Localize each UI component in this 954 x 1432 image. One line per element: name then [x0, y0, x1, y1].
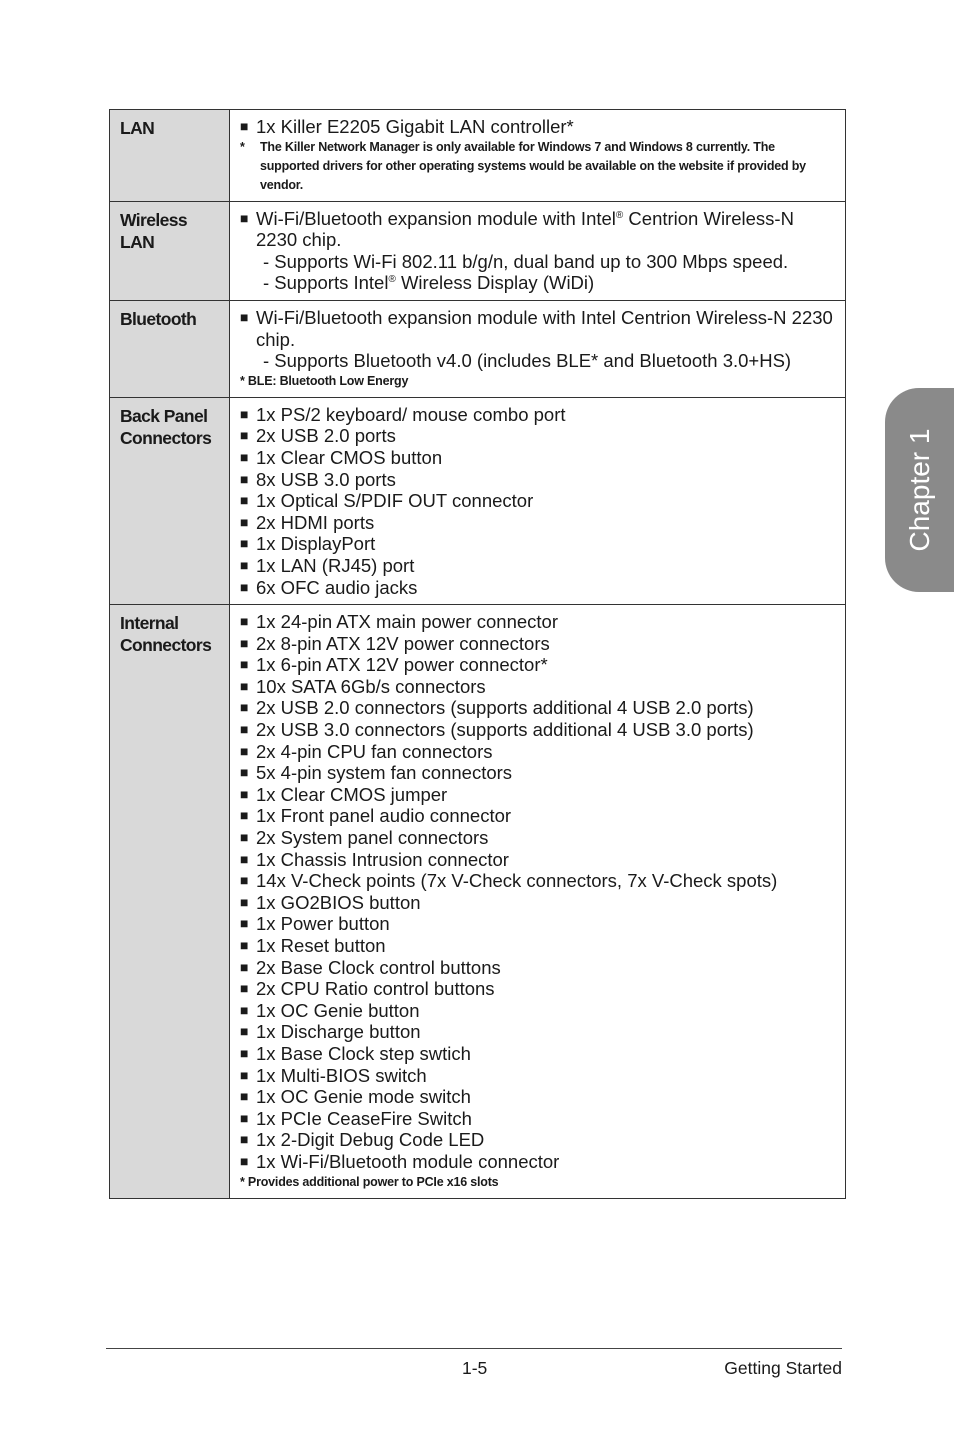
table-row: [110, 201, 846, 300]
bullet-icon: ■: [240, 578, 249, 595]
bullet-icon: ■: [240, 1066, 249, 1083]
chapter-tab: Chapter 1: [885, 388, 954, 592]
list-item: ■ 1x 6-pin ATX 12V power connector*: [240, 654, 548, 676]
list-item: ■ 2x USB 3.0 connectors (supports additional 4 USB 3.0 ports): [240, 719, 754, 741]
row-label: LAN: [110, 110, 230, 202]
table-row: [110, 605, 846, 1198]
bullet-icon: ■: [240, 699, 249, 716]
list-item: ■ 1x PS/2 keyboard/ mouse combo port: [240, 403, 566, 425]
bullet-icon: ■: [240, 308, 249, 325]
bullet-icon: ■: [240, 1109, 249, 1126]
bullet-icon: ■: [240, 677, 249, 694]
list-item: ■ 1x Killer E2205 Gigabit LAN controller*: [240, 116, 574, 137]
sub-item: - Supports Wi-Fi 802.11 b/g/n, dual band up to 300 Mbps speed.: [263, 250, 789, 272]
table-row: [110, 110, 846, 202]
row-content: [230, 110, 846, 202]
list-item: ■ Wi-Fi/Bluetooth expansion module with Intel® Centrion Wireless-N 2230 chip.: [240, 207, 794, 251]
list-item: ■ 1x Wi-Fi/Bluetooth module connector: [240, 1150, 560, 1172]
list-item: ■ 1x Optical S/PDIF OUT connector: [240, 490, 534, 512]
list-item: ■ 1x Reset button: [240, 935, 386, 956]
bullet-icon: ■: [240, 764, 249, 781]
bullet-icon: ■: [240, 850, 249, 867]
bullet-icon: ■: [240, 405, 249, 422]
row-label: Wireless LAN: [110, 201, 230, 300]
table-row: [110, 397, 846, 604]
bullet-icon: ■: [240, 1088, 249, 1105]
row-content: [230, 300, 846, 397]
bullet-icon: ■: [240, 1001, 249, 1018]
list-item: ■ 2x 8-pin ATX 12V power connectors: [240, 632, 550, 654]
footnote: * The Killer Network Manager is only available for Windows 7 and Windows 8 currently. The supported drivers for other operating systems would be available on the website if provided by vendor.: [240, 139, 806, 192]
list-item: ■ 1x Multi-BIOS switch: [240, 1064, 427, 1086]
list-item: ■ 2x CPU Ratio control buttons: [240, 978, 495, 1000]
list-item: ■ 1x PCIe CeaseFire Switch: [240, 1107, 472, 1129]
list-item: ■ 1x DisplayPort: [240, 533, 376, 555]
list-item: ■ 1x LAN (RJ45) port: [240, 554, 415, 576]
list-item: ■ Wi-Fi/Bluetooth expansion module with Intel Centrion Wireless-N 2230 chip.: [240, 306, 833, 350]
footnote: * BLE: Bluetooth Low Energy: [240, 373, 409, 388]
bullet-icon: ■: [240, 556, 249, 573]
list-item: ■ 1x Chassis Intrusion connector: [240, 848, 509, 870]
bullet-icon: ■: [240, 209, 249, 226]
bullet-icon: ■: [240, 470, 249, 487]
row-content: [230, 201, 846, 300]
bullet-icon: ■: [240, 893, 249, 910]
list-item: ■ 6x OFC audio jacks: [240, 576, 418, 598]
bullet-icon: ■: [240, 785, 249, 802]
footer-title: Getting Started: [724, 1358, 842, 1378]
bullet-icon: ■: [240, 958, 249, 975]
row-label: Back Panel Connectors: [110, 397, 230, 604]
bullet-icon: ■: [240, 1044, 249, 1061]
bullet-icon: ■: [240, 937, 249, 953]
list-item: ■ 14x V-Check points (7x V-Check connectors, 7x V-Check spots): [240, 870, 778, 892]
bullet-icon: ■: [240, 118, 249, 134]
bullet-icon: ■: [240, 448, 249, 465]
list-item: ■ 1x Clear CMOS jumper: [240, 783, 448, 805]
row-content: [230, 605, 846, 1198]
bullet-icon: ■: [240, 1152, 249, 1169]
list-item: ■ 10x SATA 6Gb/s connectors: [240, 675, 486, 697]
list-item: ■ 2x USB 2.0 ports: [240, 425, 396, 447]
row-label: Internal Connectors: [110, 605, 230, 1198]
bullet-icon: ■: [240, 807, 249, 824]
list-item: ■ 1x Discharge button: [240, 1021, 421, 1043]
bullet-icon: ■: [240, 980, 249, 997]
bullet-icon: ■: [240, 613, 249, 630]
list-item: ■ 2x USB 2.0 connectors (supports additional 4 USB 2.0 ports): [240, 697, 754, 719]
list-item: ■ 2x System panel connectors: [240, 827, 489, 849]
bullet-icon: ■: [240, 656, 249, 673]
list-item: ■ 2x HDMI ports: [240, 511, 375, 533]
list-item: ■ 1x Clear CMOS button: [240, 446, 443, 468]
bullet-icon: ■: [240, 1023, 249, 1040]
sub-item: - Supports Bluetooth v4.0 (includes BLE* and Bluetooth 3.0+HS): [263, 350, 792, 372]
list-item: ■ 1x OC Genie button: [240, 999, 420, 1021]
list-item: ■ 1x 24-pin ATX main power connector: [240, 611, 558, 633]
bullet-icon: ■: [240, 427, 249, 444]
sub-item: - Supports Intel® Wireless Display (WiDi): [263, 272, 595, 294]
bullet-icon: ■: [240, 535, 249, 552]
specifications-table: [109, 109, 846, 1199]
list-item: ■ 1x Base Clock step swtich: [240, 1042, 471, 1064]
bullet-icon: ■: [240, 829, 249, 846]
bullet-icon: ■: [240, 721, 249, 738]
table-row: [110, 300, 846, 397]
footnote: * Provides additional power to PCIe x16 slots: [240, 1174, 499, 1189]
bullet-icon: ■: [240, 634, 249, 651]
footer-divider: [106, 1348, 842, 1349]
row-content: [230, 397, 846, 604]
list-item: ■ 1x GO2BIOS button: [240, 891, 421, 913]
bullet-icon: ■: [240, 1131, 249, 1148]
bullet-icon: ■: [240, 492, 249, 509]
list-item: ■ 2x 4-pin CPU fan connectors: [240, 740, 493, 762]
bullet-icon: ■: [240, 513, 249, 530]
row-label: Bluetooth: [110, 300, 230, 397]
list-item: ■ 8x USB 3.0 ports: [240, 468, 396, 490]
list-item: ■ 2x Base Clock control buttons: [240, 956, 501, 978]
list-item: ■ 1x Power button: [240, 913, 390, 935]
list-item: ■ 5x 4-pin system fan connectors: [240, 762, 513, 784]
list-item: ■ 1x Front panel audio connector: [240, 805, 512, 827]
list-item: ■ 1x OC Genie mode switch: [240, 1086, 471, 1108]
page-number: 1-5: [462, 1358, 488, 1378]
bullet-icon: ■: [240, 742, 249, 759]
bullet-icon: ■: [240, 915, 249, 932]
list-item: ■ 1x 2-Digit Debug Code LED: [240, 1129, 485, 1151]
bullet-icon: ■: [240, 872, 249, 889]
